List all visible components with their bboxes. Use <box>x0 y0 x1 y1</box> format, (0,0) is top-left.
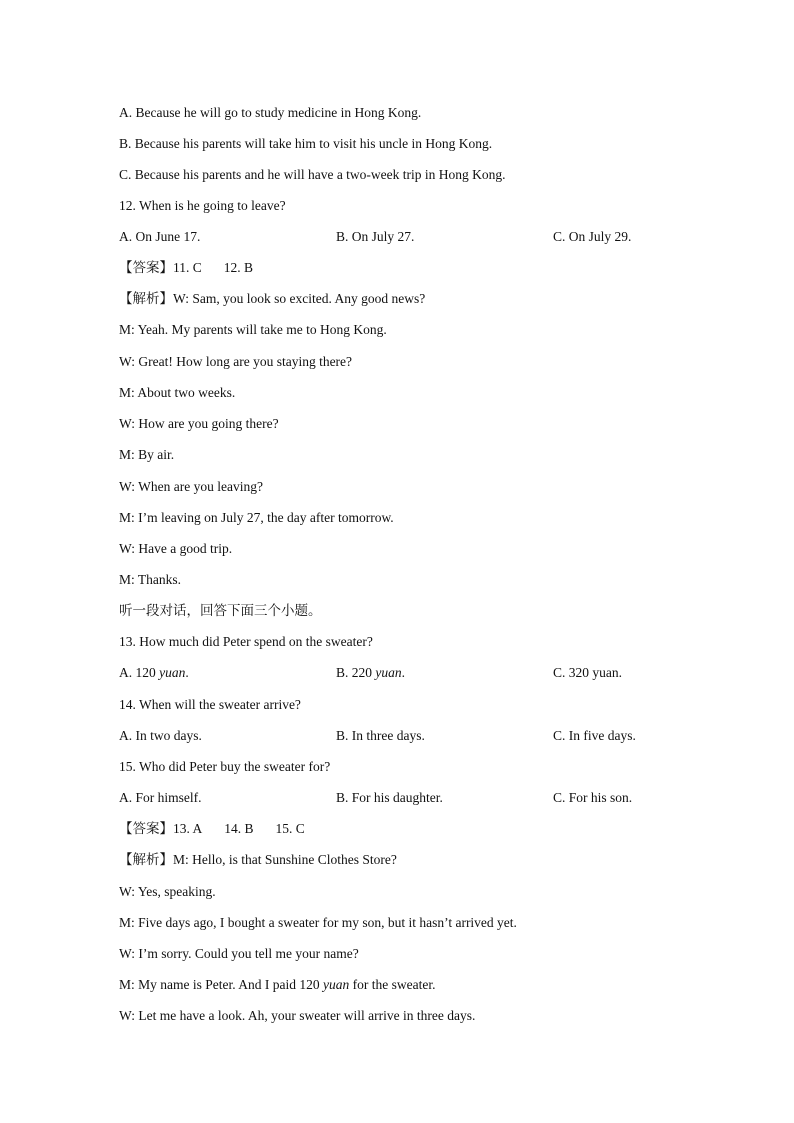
analysis-label: 【解析】 <box>119 291 173 307</box>
q13-question: 13. How much did Peter spend on the sweater? <box>119 634 373 649</box>
q14-option-c: C. In five days. <box>553 728 636 743</box>
q13-option-c: C. 320 yuan. <box>553 665 622 680</box>
answer-item: 14. B <box>224 821 254 836</box>
dialogue-line: W: Great! How long are you staying there? <box>119 354 353 369</box>
dialogue-text: M: My name is Peter. And I paid 120 <box>119 977 323 992</box>
section-instruction: 听一段对话，回答下面三个小题。 <box>119 603 322 619</box>
dialogue-line: W: Let me have a look. Ah, your sweater will arrive in three days. <box>119 1008 476 1023</box>
q11-option-c: C. Because his parents and he will have a two-week trip in Hong Kong. <box>119 167 506 182</box>
dialogue-line: M: Five days ago, I bought a sweater for my son, but it hasn’t arrived yet. <box>119 915 517 930</box>
q12-option-c: C. On July 29. <box>553 229 632 244</box>
answer-line-2 <box>119 820 305 838</box>
option-end: . <box>401 665 406 680</box>
answer-item: 15. C <box>275 821 305 836</box>
dialogue-text: for the sweater. <box>349 977 436 992</box>
dialogue-line: W: I’m sorry. Could you tell me your name? <box>119 946 359 961</box>
q11-option-b: B. Because his parents will take him to visit his uncle in Hong Kong. <box>119 136 493 151</box>
q12-question: 12. When is he going to leave? <box>119 198 286 213</box>
analysis-line-1 <box>119 290 425 308</box>
q14-option-a: A. In two days. <box>119 728 202 743</box>
analysis-line-2 <box>119 851 397 869</box>
answer-label: 【答案】 <box>119 260 173 276</box>
option-unit: yuan <box>159 665 186 680</box>
q12-option-a: A. On June 17. <box>119 229 201 244</box>
q11-option-a: A. Because he will go to study medicine in Hong Kong. <box>119 105 422 120</box>
option-text: A. 120 <box>119 665 160 680</box>
q15-question: 15. Who did Peter buy the sweater for? <box>119 759 331 774</box>
dialogue-line: M: Thanks. <box>119 572 182 587</box>
q15-option-b: B. For his daughter. <box>336 790 443 805</box>
dialogue-line: W: Sam, you look so excited. Any good news? <box>173 291 426 306</box>
q14-option-b: B. In three days. <box>336 728 425 743</box>
q12-option-b: B. On July 27. <box>336 229 415 244</box>
dialogue-line: M: Yeah. My parents will take me to Hong Kong. <box>119 322 387 337</box>
q14-question: 14. When will the sweater arrive? <box>119 697 301 712</box>
answer-item: 12. B <box>223 260 254 275</box>
dialogue-line: W: How are you going there? <box>119 416 279 431</box>
option-text: B. 220 <box>336 665 376 680</box>
dialogue-line: W: Have a good trip. <box>119 541 233 556</box>
dialogue-line: M: I’m leaving on July 27, the day after tomorrow. <box>119 510 394 525</box>
answer-item: 13. A <box>173 821 203 836</box>
dialogue-line: W: Yes, speaking. <box>119 884 216 899</box>
answer-label: 【答案】 <box>119 821 173 837</box>
dialogue-unit: yuan <box>322 977 350 992</box>
q15-option-a: A. For himself. <box>119 790 202 805</box>
dialogue-line: W: When are you leaving? <box>119 479 263 494</box>
answer-item: 11. C <box>173 260 202 275</box>
q13-option-a <box>119 664 189 682</box>
option-end: . <box>185 665 189 680</box>
answer-line-1 <box>119 259 253 277</box>
dialogue-line: M: Hello, is that Sunshine Clothes Store? <box>173 852 397 867</box>
dialogue-line: M: By air. <box>119 447 175 462</box>
q15-option-c: C. For his son. <box>553 790 633 805</box>
dialogue-line <box>119 976 435 994</box>
dialogue-line: M: About two weeks. <box>119 385 236 400</box>
analysis-label: 【解析】 <box>119 852 173 868</box>
option-unit: yuan <box>375 665 402 680</box>
q13-option-b <box>336 664 405 682</box>
